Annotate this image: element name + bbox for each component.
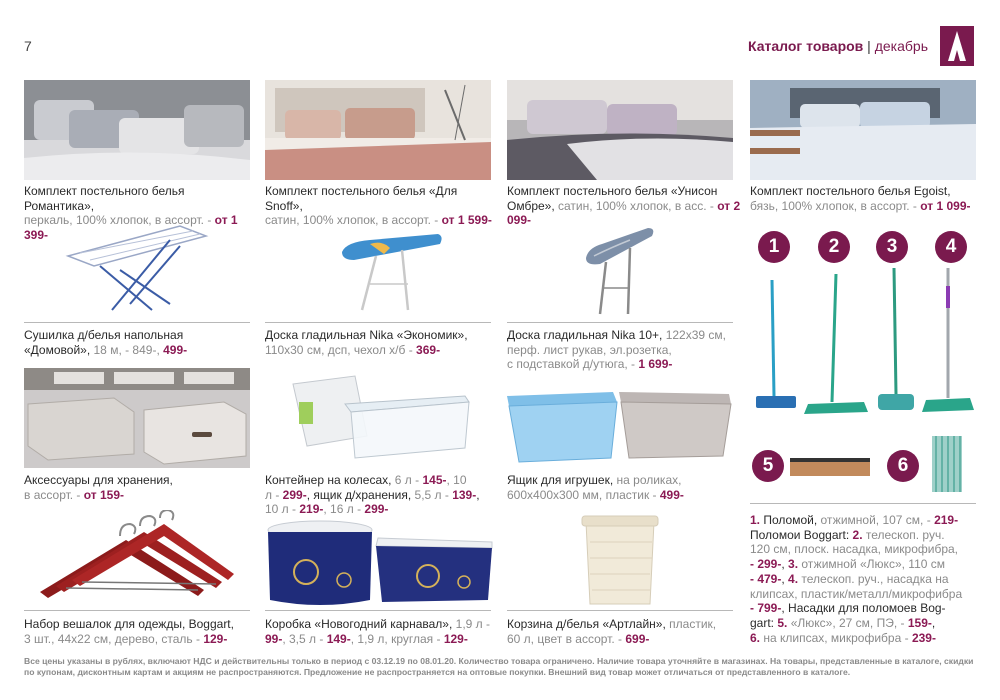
toy-box-name: Ящик для игрушек, (507, 473, 614, 487)
new-year-box-spec-1: 1,9 л - (452, 617, 490, 631)
container-price-4: 219- (299, 502, 324, 516)
dryer-caption (24, 328, 256, 357)
ironing-board-nika10-spec-2: перф. лист рукав, эл.розетка, (507, 342, 672, 357)
bedding-egoist-image (750, 80, 976, 180)
dryer-name: Сушилка д/белья напольная (24, 328, 184, 342)
new-year-box-price-1: 99- (265, 631, 283, 646)
storage-accessories-name: Аксессуары для хранения, (24, 473, 173, 487)
mop-5-spec: «Люкс», 27 см, ПЭ, - (787, 615, 908, 630)
mops-boggart-name: Поломои Boggart: (750, 527, 853, 542)
new-year-box-caption (265, 617, 501, 646)
ironing-board-ekonomik-image (330, 224, 450, 316)
toy-box-image (505, 384, 735, 466)
laundry-basket-caption (507, 617, 743, 646)
mop-1-number: 1. (750, 513, 761, 527)
new-year-box-name: Коробка «Новогодний карнавал», (265, 617, 453, 631)
container-spec-6: , 16 л - (323, 502, 365, 516)
mop-2-price: - 299- (750, 557, 782, 572)
bedding-snoff-image (265, 80, 491, 180)
mop-6-spec: на клипсах, микрофибра - (760, 630, 912, 645)
container-sep-1: , (476, 487, 480, 502)
container-spec-2: , 10 (446, 473, 467, 487)
laundry-basket-price: 699- (625, 631, 650, 646)
mop-1-price: 219- (934, 513, 959, 527)
ironing-board-nika10-name: Доска гладильная Nika 10+, (507, 328, 663, 342)
mop-head-6-image (930, 434, 964, 494)
container-price-2: 299- (282, 487, 307, 502)
bedding-snoff-name: Комплект постельного белья «Для Snoff», (265, 184, 458, 213)
mop-6-number: 6. (750, 630, 761, 645)
mops-divider (750, 503, 976, 504)
mop-6-price: 239- (911, 630, 936, 645)
mop-2-spec-2: 120 см, плоск. насадка, микрофибра, (750, 542, 959, 557)
mop-1-name: Поломой, (760, 513, 818, 527)
mop-badge-3: 3 (876, 231, 908, 263)
ironing-board-nika10-caption (507, 328, 747, 372)
container-spec-4: 5,5 л - (411, 487, 453, 502)
row4-divider-1 (24, 610, 250, 611)
mop-4-number: 4. (788, 571, 799, 586)
storage-accessories-image (24, 368, 250, 468)
container-spec-3: л - (265, 487, 283, 502)
mop-2-number: 2. (852, 527, 863, 542)
ironing-board-nika10-spec-3: с подставкой д/утюга, - (507, 357, 639, 371)
container-spec-5: 10 л - (265, 502, 300, 516)
laundry-basket-name: Корзина д/белья «Артлайн», (507, 617, 666, 631)
dryer-price: 499- (163, 342, 188, 357)
dryer-name-2: «Домовой», (24, 342, 91, 357)
container-spec-1: 6 л - (391, 473, 423, 487)
title-separator: | (863, 38, 875, 54)
disclaimer-line-1: Все цены указаны в рублях, включают НДС и действительны только в период с 03.12.19 по 08.01.20. Количество товара ограничено. Наличие товара уточняйте в магазинах. На товары, представленные в каталоге, скидки (24, 656, 974, 666)
bedding-unison-image (507, 80, 733, 180)
row2-divider-3 (507, 322, 733, 323)
storage-accessories-caption (24, 473, 256, 502)
bedding-egoist-caption (750, 184, 982, 213)
mop-badge-4: 4 (935, 231, 967, 263)
mops-caption (750, 513, 986, 645)
container-price-1: 145- (422, 473, 447, 487)
toy-box-caption (507, 473, 743, 502)
bedding-egoist-name: Комплект постельного белья Egoist, (750, 184, 951, 198)
container-image (285, 366, 475, 464)
ironing-board-ekonomik-caption (265, 328, 497, 357)
new-year-box-price-3: 129- (443, 631, 468, 646)
bedding-romantika-price: от 1 399- (24, 213, 238, 242)
catalog-title-text: Каталог товаров (748, 38, 864, 54)
laundry-basket-image (578, 512, 662, 608)
bedding-egoist-spec: бязь, 100% хлопок, в ассорт. - (750, 198, 921, 213)
bedding-unison-price: от 2 099- (507, 198, 741, 227)
hangers-spec: 3 шт., 44х22 см, дерево, сталь - (24, 631, 204, 646)
bedding-romantika-spec: перкаль, 100% хлопок, в ассорт. - (24, 213, 215, 227)
mop-badge-2: 2 (818, 231, 850, 263)
toy-box-price: 499- (659, 487, 684, 502)
mop-badge-5: 5 (752, 450, 784, 482)
catalog-month: декабрь (874, 38, 928, 54)
dryer-image (60, 222, 210, 317)
brand-logo-icon (940, 26, 974, 66)
laundry-basket-spec-2: 60 л, цвет в ассорт. - (507, 631, 626, 646)
bedding-unison-name: Комплект постельного белья «Унисон (507, 184, 718, 198)
mop-4-spec-2: клипсах, пластик/металл/микрофибра (750, 586, 963, 601)
ironing-board-ekonomik-name: Доска гладильная Nika «Экономик», (265, 328, 468, 342)
bedding-snoff-spec: сатин, 100% хлопок, в ассорт. - (265, 213, 442, 227)
hangers-name: Набор вешалок для одежды, Boggart, (24, 617, 234, 631)
mop-3-spec: отжимной «Люкс», 110 см (798, 557, 945, 572)
toy-box-spec-1: на роликах, (613, 473, 682, 487)
row2-divider-1 (24, 322, 250, 323)
row4-divider-2 (265, 610, 491, 611)
mop-sep-1: , (781, 557, 789, 572)
ironing-board-nika10-spec-1: 122х39 см, (662, 328, 726, 342)
container-price-5: 299- (364, 502, 389, 516)
ironing-board-nika10-image (580, 222, 660, 318)
storage-accessories-spec: в ассорт. - (24, 487, 84, 502)
new-year-box-spec-2: , 3,5 л - (282, 631, 327, 646)
bedding-romantika-name: Комплект постельного белья Романтика», (24, 184, 185, 213)
mop-sep-2: , (781, 571, 789, 586)
bedding-unison-name-2: Омбре», (507, 198, 555, 213)
mop-3-number: 3. (788, 557, 799, 572)
mop-2-spec: телескоп. руч. (862, 527, 945, 542)
mops-image (750, 266, 978, 418)
mop-4-spec: телескоп. руч., насадка на (798, 571, 949, 586)
ironing-board-ekonomik-spec: 110х30 см, дсп, чехол х/б - (265, 342, 417, 357)
hangers-image (36, 510, 236, 606)
new-year-box-spec-3: , 1,9 л, круглая - (350, 631, 444, 646)
row2-divider-2 (265, 322, 491, 323)
legal-disclaimer (24, 656, 976, 678)
ironing-board-nika10-price: 1 699- (638, 357, 673, 371)
dryer-spec: 18 м, - 849-, (90, 342, 164, 357)
bedding-unison-caption (507, 184, 747, 228)
catalog-title (748, 38, 928, 54)
storage-box-name: , ящик д/хранения, (306, 487, 412, 502)
new-year-box-price-2: 149- (326, 631, 351, 646)
bedding-snoff-caption (265, 184, 497, 228)
container-name: Контейнер на колесах, (265, 473, 392, 487)
laundry-basket-spec-1: пластик, (665, 617, 717, 631)
bedding-unison-spec: сатин, 100% хлопок, в асс. - (554, 198, 718, 213)
mop-badge-1: 1 (758, 231, 790, 263)
mop-heads-name: , Насадки для поломоев Bog- (781, 601, 946, 616)
bedding-snoff-price: от 1 599- (441, 213, 492, 227)
mop-heads-name-2: gart: (750, 615, 778, 630)
mop-4-price: - 799- (750, 601, 782, 616)
new-year-box-image (266, 520, 494, 606)
mop-badge-6: 6 (887, 450, 919, 482)
mop-sep-3: , (931, 615, 936, 630)
container-caption (265, 473, 501, 517)
ironing-board-ekonomik-price: 369- (416, 342, 441, 357)
hangers-caption (24, 617, 260, 646)
row4-divider-3 (507, 610, 733, 611)
disclaimer-line-2: по купонам, дисконтным картам и акциям не распространяются. Предложение не распространяется на оптовые покупки. Внешний вид товар может отличаться от представленного в каталоге. (24, 667, 851, 677)
page-number: 7 (24, 38, 32, 54)
bedding-romantika-image (24, 80, 250, 180)
mop-3-price: - 479- (750, 571, 782, 586)
container-price-3: 139- (452, 487, 477, 502)
hangers-price: 129- (203, 631, 228, 646)
toy-box-spec-2: 600х400х300 мм, пластик - (507, 487, 660, 502)
mop-5-price: 159- (907, 615, 932, 630)
mop-1-spec: отжимной, 107 см, - (817, 513, 935, 527)
bedding-egoist-price: от 1 099- (920, 198, 971, 213)
mop-head-5-image (790, 454, 870, 480)
storage-accessories-price: от 159- (83, 487, 125, 502)
mop-5-number: 5. (777, 615, 788, 630)
